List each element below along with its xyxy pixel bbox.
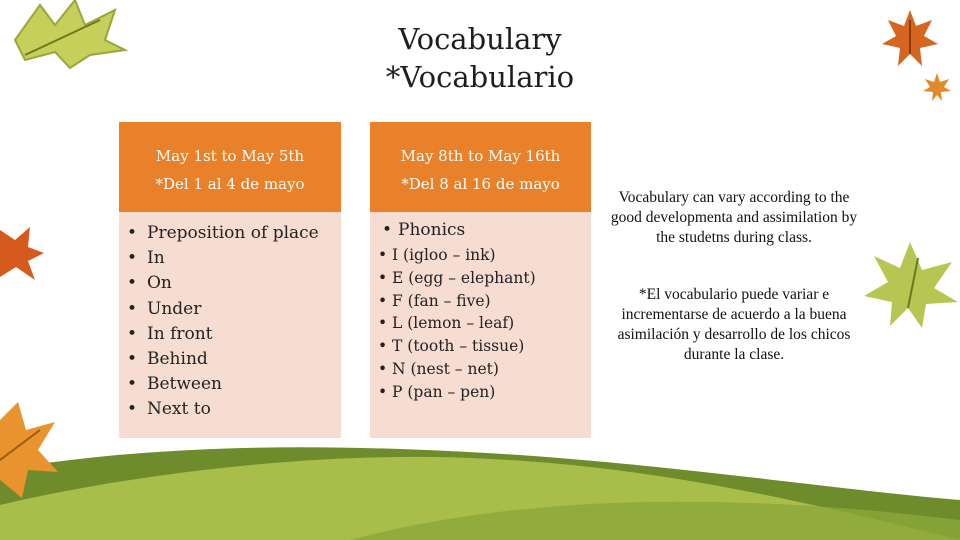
list-item: • L (lemon – leaf) (392, 312, 536, 335)
card1-list (147, 221, 319, 423)
list-item: • Behind (147, 347, 319, 372)
list-item: • Under (147, 297, 319, 322)
card2-header-line1: May 8th to May 16th (400, 147, 561, 165)
list-item: • T (tooth – tissue) (392, 335, 536, 358)
list-item: • On (147, 271, 319, 296)
note-english: Vocabulary can vary according to the good developmenta and assimilation by the studetns during class. (610, 189, 858, 246)
list-item: • Preposition of place (147, 221, 319, 246)
card1-header-line1: May 1st to May 5th (155, 147, 305, 165)
list-item: • F (fan – five) (392, 290, 536, 313)
card2-body (370, 212, 591, 438)
card1-header (119, 122, 341, 212)
list-item: • In (147, 246, 319, 271)
phonics-label: Phonics (398, 220, 466, 240)
phonics-heading: • Phonics (382, 220, 466, 240)
leaf-icon (0, 400, 60, 500)
card2-header-line2: *Del 8 al 16 de mayo (401, 175, 560, 193)
title-line-2: *Vocabulario (385, 60, 575, 94)
list-item: • Next to (147, 397, 319, 422)
leaf-icon (10, 0, 130, 70)
card2-list (392, 244, 536, 404)
list-item: • I (igloo – ink) (392, 244, 536, 267)
title-line-1: Vocabulary (398, 22, 562, 56)
list-item: • P (pan – pen) (392, 381, 536, 404)
page-title (330, 20, 630, 96)
note-spanish: *El vocabulario puede variar e incrementarse de acuerdo a la buena asimilación y desarrollo de los chicos durante la clase. (617, 286, 851, 363)
card2-header (370, 122, 591, 212)
card1-header-line2: *Del 1 al 4 de mayo (155, 175, 305, 193)
leaf-icon (922, 72, 952, 102)
list-item: • In front (147, 322, 319, 347)
list-item: • E (egg – elephant) (392, 267, 536, 290)
list-item: • Between (147, 372, 319, 397)
list-item: • N (nest – net) (392, 358, 536, 381)
leaf-icon (860, 240, 960, 330)
leaf-icon (0, 225, 45, 285)
leaf-icon (880, 8, 940, 68)
card1-body (119, 212, 341, 438)
